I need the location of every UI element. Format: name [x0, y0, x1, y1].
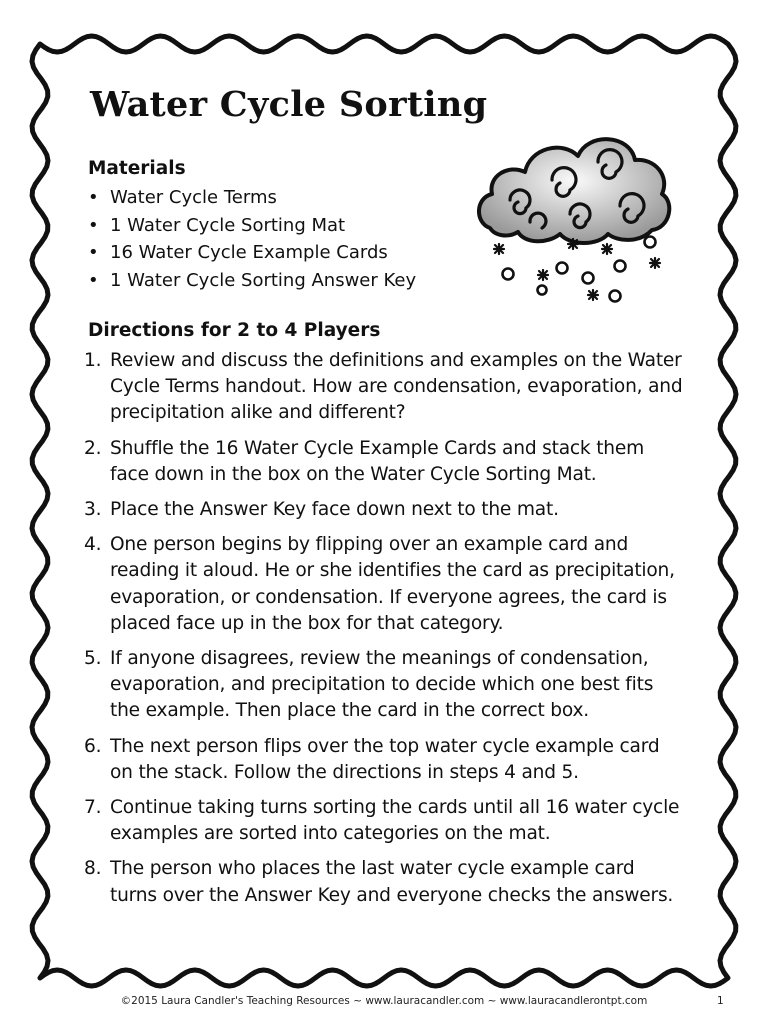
- materials-heading: Materials: [88, 158, 186, 179]
- step-number: 1.: [84, 350, 102, 371]
- footer-copyright: ©2015 Laura Candler's Teaching Resources ~ www.lauracandler.com ~ www.lauracandlerontpt.com: [120, 995, 648, 1007]
- step-number: 5.: [84, 648, 102, 670]
- step-text: Continue taking turns sorting the cards until all 16 water cycle examples are sorted into categories on the mat.: [110, 797, 680, 845]
- step-text: Shuffle the 16 Water Cycle Example Cards and stack them face down in the box on the Water Cycle Sorting Mat.: [110, 437, 645, 485]
- step-number: 7.: [84, 797, 102, 819]
- step-text: One person begins by flipping over an example card and reading it aloud. He or she identifies the card as precipitation, evaporation, or condensation. If everyone agrees, the card is placed face up in the box for that category.: [110, 534, 675, 634]
- step-number: 4.: [84, 534, 102, 556]
- step-item: [84, 348, 684, 427]
- step-item: [84, 497, 684, 523]
- page-title: Water Cycle Sorting: [90, 84, 488, 125]
- step-text: Place the Answer Key face down next to the mat.: [110, 499, 559, 521]
- step-item: [84, 856, 684, 908]
- step-text: The next person flips over the top water cycle example card on the stack. Follow the directions in steps 4 and 5.: [110, 735, 660, 783]
- materials-item: • 16 Water Cycle Example Cards: [88, 239, 416, 267]
- materials-item: • Water Cycle Terms: [88, 184, 416, 212]
- step-text: If anyone disagrees, review the meanings of condensation, evaporation, and precipitation to decide which one best fits the example. Then place the card in the correct box.: [110, 648, 654, 722]
- step-text: The person who places the last water cycle example card turns over the Answer Key and everyone checks the answers.: [110, 858, 674, 906]
- directions-heading: Directions for 2 to 4 Players: [88, 320, 381, 341]
- step-text: Review and discuss the definitions and examples on the Water Cycle Terms handout. How are condensation, evaporation, and precipitation alike and different?: [110, 350, 683, 424]
- snow-cloud-icon: [470, 118, 680, 308]
- step-item: [84, 532, 684, 637]
- step-number: 6.: [84, 735, 102, 757]
- step-item: [84, 646, 684, 725]
- materials-list: [88, 184, 416, 294]
- page-number: 1: [717, 995, 724, 1007]
- materials-item: • 1 Water Cycle Sorting Answer Key: [88, 267, 416, 295]
- directions-list: [84, 348, 684, 918]
- step-number: 2.: [84, 437, 102, 459]
- step-number: 3.: [84, 499, 102, 521]
- step-item: [84, 795, 684, 847]
- materials-item: • 1 Water Cycle Sorting Mat: [88, 212, 416, 240]
- step-number: 8.: [84, 858, 102, 880]
- step-item: [84, 734, 684, 786]
- step-item: [84, 436, 684, 488]
